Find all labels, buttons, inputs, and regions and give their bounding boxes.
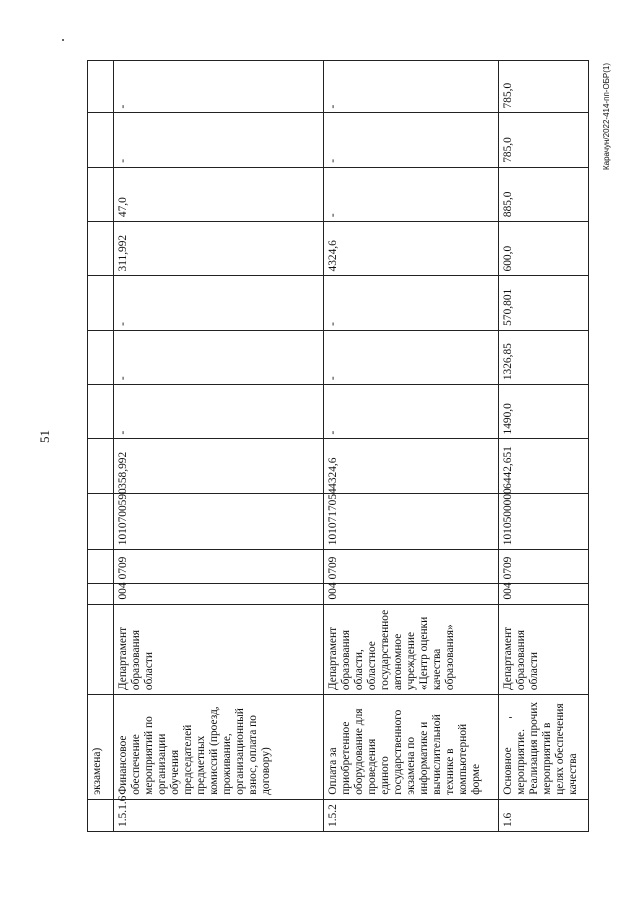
- budget-table-rotated: [87, 60, 588, 832]
- cell-2020: -: [114, 330, 324, 384]
- cell-2024: [88, 113, 114, 167]
- cell-2022: 311,992: [114, 222, 324, 276]
- cell-executor: Департамент образования области, областное государственное автономное учреждение «Центр оценки качества образования»: [324, 604, 499, 695]
- cell-2019: -: [324, 385, 499, 439]
- cell-total: 6442,651: [499, 439, 589, 493]
- table-row: [499, 61, 589, 832]
- cell-num: 1.5.1.6: [114, 799, 324, 831]
- cell-rzpr: 0709: [324, 550, 499, 584]
- cell-2021: -: [324, 276, 499, 330]
- budget-table: [87, 60, 589, 832]
- table-row: [88, 61, 114, 832]
- cell-2025: -: [324, 61, 499, 113]
- cell-csr: 1010500000: [499, 493, 589, 549]
- cell-num: 1.6: [499, 799, 589, 831]
- cell-executor: Департамент образования области: [499, 604, 589, 695]
- cell-2020: -: [324, 330, 499, 384]
- cell-name: Оплата за приобретенное оборудование для проведения единого государственного экзамена по информатике и вычислительной технике в компьютерной форме: [324, 695, 499, 800]
- cell-2019: [88, 385, 114, 439]
- table-row: [324, 61, 499, 832]
- cell-executor: Департамент образования области: [114, 604, 324, 695]
- cell-csr: 1010717054: [324, 493, 499, 549]
- scan-speck: [62, 39, 64, 41]
- cell-rzpr: [88, 550, 114, 584]
- cell-2020: 1326,85: [499, 330, 589, 384]
- cell-2021: [88, 276, 114, 330]
- cell-2022: 600,0: [499, 222, 589, 276]
- cell-2024: -: [114, 113, 324, 167]
- cell-2022: [88, 222, 114, 276]
- cell-rzpr: 0709: [499, 550, 589, 584]
- document-code: Карачун/2022-414-пп-ОБР(1): [602, 62, 611, 170]
- cell-2023: 47,0: [114, 167, 324, 221]
- cell-rzpr: 0709: [114, 550, 324, 584]
- cell-grbs: [88, 584, 114, 604]
- cell-2025: [88, 61, 114, 113]
- cell-num: [88, 799, 114, 831]
- cell-2019: -: [114, 385, 324, 439]
- cell-2023: [88, 167, 114, 221]
- cell-name: Финансовое обеспечение мероприятий по организации обучения председателей предметных комиссий (проезд, проживание, организационный взнос, оплата по договору): [114, 695, 324, 800]
- cell-2025: -: [114, 61, 324, 113]
- cell-2023: 885,0: [499, 167, 589, 221]
- cell-2025: 785,0: [499, 61, 589, 113]
- cell-total: 4324,6: [324, 439, 499, 493]
- cell-2020: [88, 330, 114, 384]
- cell-2021: 570,801: [499, 276, 589, 330]
- cell-grbs: 004: [499, 584, 589, 604]
- cell-name: экзамена): [88, 695, 114, 800]
- cell-grbs: 004: [324, 584, 499, 604]
- cell-csr: 1010700590: [114, 493, 324, 549]
- cell-grbs: 004: [114, 584, 324, 604]
- cell-2022: 4324,6: [324, 222, 499, 276]
- cell-executor: [88, 604, 114, 695]
- cell-2021: -: [114, 276, 324, 330]
- cell-csr: [88, 493, 114, 549]
- page-number: 51: [37, 430, 52, 443]
- cell-2024: 785,0: [499, 113, 589, 167]
- cell-2019: 1490,0: [499, 385, 589, 439]
- cell-2024: -: [324, 113, 499, 167]
- cell-total: [88, 439, 114, 493]
- cell-total: 358,992: [114, 439, 324, 493]
- cell-2023: -: [324, 167, 499, 221]
- cell-name: Основное мероприятие. Реализация прочих мероприятий в целях обеспечения качества: [499, 695, 589, 800]
- table-row: [114, 61, 324, 832]
- cell-num: 1.5.2: [324, 799, 499, 831]
